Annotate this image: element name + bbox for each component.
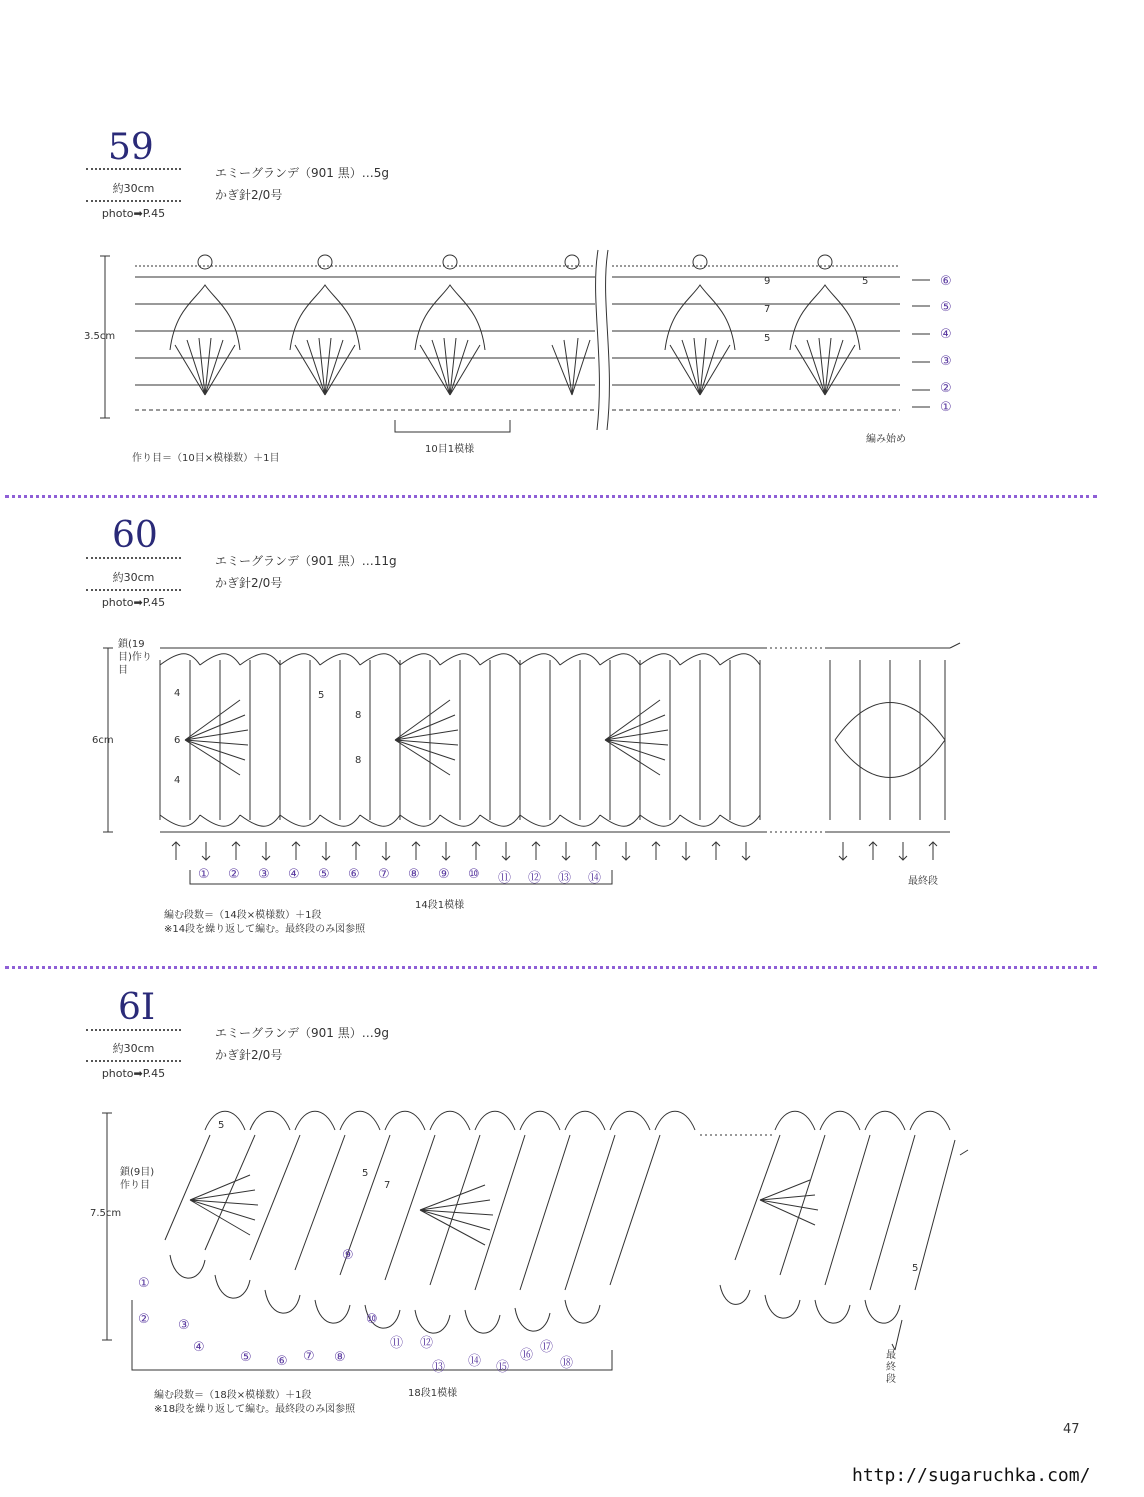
pattern-59-row-label: ② xyxy=(940,381,952,396)
pattern-59-size: 約30cm xyxy=(112,182,155,195)
pattern-59-foundation-note: 作り目＝（10目×模様数）＋1目 xyxy=(132,453,280,464)
pattern-59-hook: かぎ針2/0号 xyxy=(215,188,283,202)
pattern-60-hook: かぎ針2/0号 xyxy=(215,576,283,590)
pattern-61-row-label: ⑥ xyxy=(276,1354,288,1369)
pattern-60-row-label: ⑫ xyxy=(528,871,542,886)
pattern-59-inner-num: 5 xyxy=(862,276,869,287)
pattern-60-row-label: ⑬ xyxy=(558,871,572,886)
pattern-60-inner-num: 5 xyxy=(318,690,325,701)
pattern-61-hook: かぎ針2/0号 xyxy=(215,1048,283,1062)
pattern-60-last-row: 最終段 xyxy=(908,876,938,887)
pattern-61-row-label: ⑭ xyxy=(468,1354,482,1369)
pattern-59-number: 59 xyxy=(108,127,154,168)
pattern-61-inner-num: 7 xyxy=(384,1180,391,1191)
pattern-60-yarn: エミーグランデ（901 黒）…11g xyxy=(215,554,397,568)
pattern-60-row-label: ⑥ xyxy=(348,867,360,882)
pattern-61-row-label: ② xyxy=(138,1312,150,1327)
pattern-59-inner-num: 7 xyxy=(764,304,771,315)
pattern-59-start: 編み始め xyxy=(866,434,906,445)
pattern-59-repeat: 10目1模様 xyxy=(425,444,475,455)
pattern-61-row-label: ⑫ xyxy=(420,1336,434,1351)
pattern-61-yarn: エミーグランデ（901 黒）…9g xyxy=(215,1026,389,1040)
pattern-59-yarn: エミーグランデ（901 黒）…5g xyxy=(215,166,389,180)
pattern-61-row-label: ⑮ xyxy=(496,1360,510,1375)
pattern-60-note-2: ※14段を繰り返して編む。最終段のみ図参照 xyxy=(164,924,366,935)
pattern-59-inner-num: 5 xyxy=(764,333,771,344)
pattern-60-chain-label: 鎖(19目)作り目 xyxy=(118,639,152,676)
pattern-61-inner-num: 5 xyxy=(912,1263,919,1274)
pattern-60-height: 6cm xyxy=(92,735,114,746)
pattern-61-row-label: ⑱ xyxy=(560,1356,574,1371)
pattern-61-row-label: ⑪ xyxy=(390,1336,404,1351)
pattern-61-photo-ref: photo➡P.45 xyxy=(101,1067,166,1080)
pattern-61-row-label: ⑬ xyxy=(432,1360,446,1375)
pattern-61-repeat: 18段1模様 xyxy=(408,1388,458,1399)
pattern-60-row-label: ① xyxy=(198,867,210,882)
pattern-61-last-row: 最終段 xyxy=(886,1350,896,1385)
pattern-61-row-label: ⑨ xyxy=(342,1248,354,1263)
pattern-61-row-label: ⑧ xyxy=(334,1350,346,1365)
pattern-59-photo-ref: photo➡P.45 xyxy=(101,207,166,220)
pattern-61-row-label: ⑰ xyxy=(540,1340,554,1355)
pattern-61-row-label: ⑯ xyxy=(520,1348,534,1363)
pattern-60-row-label: ⑪ xyxy=(498,871,512,886)
pattern-60-row-label: ⑤ xyxy=(318,867,330,882)
pattern-61-row-label: ⑤ xyxy=(240,1350,252,1365)
pattern-61-size: 約30cm xyxy=(112,1042,155,1055)
pattern-61-row-label: ⑦ xyxy=(303,1349,315,1364)
page-number: 47 xyxy=(1063,1422,1080,1437)
pattern-60-row-label: ④ xyxy=(288,867,300,882)
pattern-61-inner-num: 5 xyxy=(362,1168,369,1179)
pattern-60-inner-num: 4 xyxy=(174,688,181,699)
pattern-60-row-label: ⑨ xyxy=(438,867,450,882)
pattern-60-inner-num: 8 xyxy=(355,710,362,721)
pattern-60-size: 約30cm xyxy=(112,571,155,584)
pattern-59-row-label: ⑥ xyxy=(940,274,952,289)
pattern-61-number: 6I xyxy=(118,987,156,1028)
pattern-61-row-label: ① xyxy=(138,1276,150,1291)
pattern-59-row-label: ③ xyxy=(940,354,952,369)
pattern-61-note-1: 編む段数＝（18段×模様数）＋1段 xyxy=(154,1390,312,1401)
pattern-60-row-label: ③ xyxy=(258,867,270,882)
pattern-60-note-1: 編む段数＝（14段×模様数）＋1段 xyxy=(164,910,322,921)
pattern-60-photo-ref: photo➡P.45 xyxy=(101,596,166,609)
pattern-59-height: 3.5cm xyxy=(84,331,116,342)
pattern-60-row-label: ⑩ xyxy=(468,867,480,882)
pattern-60-inner-num: 8 xyxy=(355,755,362,766)
pattern-60-inner-num: 6 xyxy=(174,735,181,746)
pattern-59-row-label: ⑤ xyxy=(940,300,952,315)
pattern-61-height: 7.5cm xyxy=(90,1208,122,1219)
pattern-61-row-label: ⑩ xyxy=(366,1312,378,1327)
pattern-60-inner-num: 4 xyxy=(174,775,181,786)
pattern-60-row-label: ② xyxy=(228,867,240,882)
pattern-61-row-label: ④ xyxy=(193,1340,205,1355)
pattern-60-row-label: ⑭ xyxy=(588,871,602,886)
pattern-60-row-label: ⑦ xyxy=(378,867,390,882)
pattern-61-chain-label: 鎖(9目)作り目 xyxy=(120,1167,155,1191)
watermark-url: http://sugaruchka.com/ xyxy=(852,1465,1091,1486)
pattern-60-number: 60 xyxy=(112,515,158,556)
pattern-60-row-label: ⑧ xyxy=(408,867,420,882)
pattern-61-inner-num: 5 xyxy=(218,1120,225,1131)
pattern-60-repeat: 14段1模様 xyxy=(415,900,465,911)
pattern-59-row-label: ① xyxy=(940,400,952,415)
pattern-61-note-2: ※18段を繰り返して編む。最終段のみ図参照 xyxy=(154,1404,356,1415)
pattern-59-inner-num: 9 xyxy=(764,276,771,287)
pattern-61-row-label: ③ xyxy=(178,1318,190,1333)
pattern-59-row-label: ④ xyxy=(940,327,952,342)
